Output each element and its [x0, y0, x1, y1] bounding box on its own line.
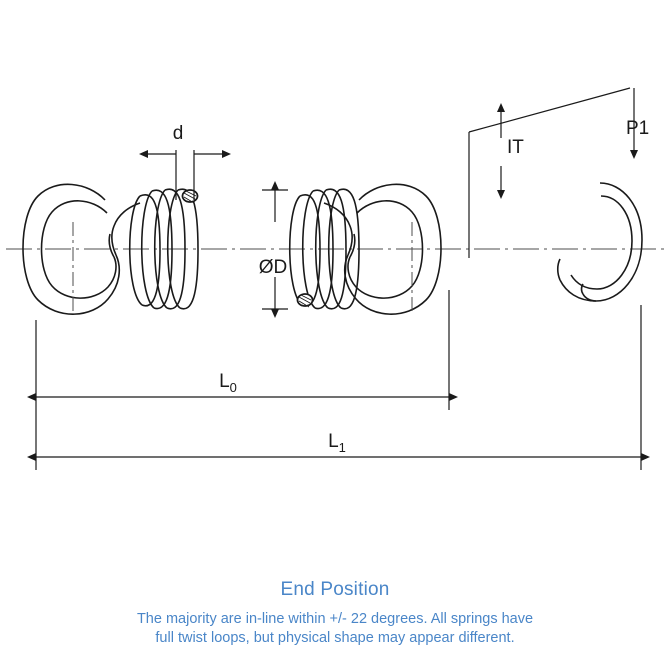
- initial-tension-label: IT: [507, 137, 524, 158]
- caption-block: [0, 578, 670, 648]
- outer-diameter-label: ØD: [258, 257, 288, 278]
- caption-line-2: full twist loops, but physical shape may appear different.: [155, 630, 515, 646]
- wire-diameter-label: d: [172, 123, 184, 144]
- left-hook: [23, 184, 140, 314]
- initial-tension-dimension: [469, 88, 634, 258]
- pitch-position-label: P1: [626, 118, 650, 139]
- free-length-label: $L_0$: [219, 371, 237, 395]
- center-ticks: [73, 222, 412, 312]
- end-position-loop: [558, 183, 642, 301]
- extended-length-label: $L_1$: [328, 431, 346, 455]
- caption-line-1: The majority are in-line within +/- 22 degrees. All springs have: [136, 611, 534, 627]
- caption-title: End Position: [280, 579, 390, 600]
- caption-body: [0, 610, 670, 648]
